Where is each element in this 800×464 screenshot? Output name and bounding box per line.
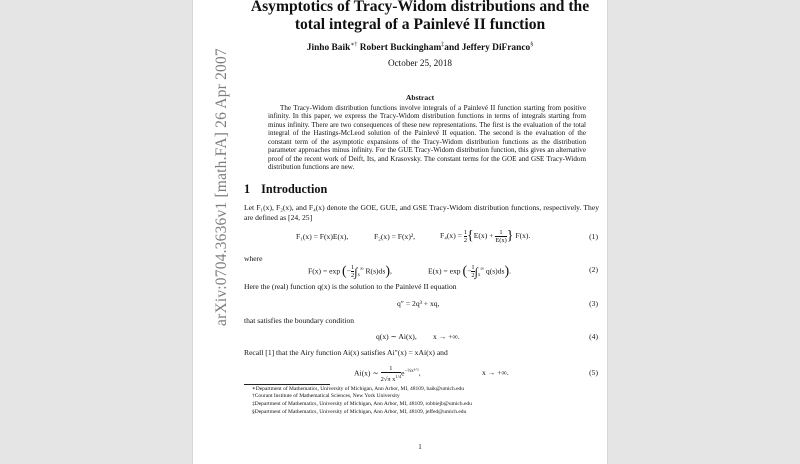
- author-1: Jinho Baik: [306, 43, 351, 54]
- author-2: Robert Buckingham: [359, 43, 442, 54]
- brace-close: }: [506, 228, 514, 244]
- fraction-1-over-E: $\frac{1}{E(x)}$: [495, 228, 507, 244]
- title-line-2: total integral of a Painlevé II function: [294, 16, 546, 33]
- paren-close-2b: ): [504, 263, 510, 279]
- footnote-3: ‡Department of Mathematics, University of Michigan, Ann Arbor, MI, 48109, robbiejb@umich.edu: [252, 401, 472, 407]
- footnote-1: ∗Department of Mathematics, University of Michigan, Ann Arbor, MI, 48109, baik@umich.edu: [252, 386, 465, 392]
- paragraph-2: Here the (real) function q(x) is the solution to the Painlevé II equation: [244, 282, 457, 291]
- page-number: 1: [418, 443, 422, 451]
- equation-5-lhs: Ai(x) ∼: [354, 368, 379, 378]
- equation-2b-integrand: q(s)ds: [485, 266, 505, 276]
- author-3-marks: §: [530, 42, 534, 48]
- equation-4-number: (4): [589, 332, 598, 341]
- fraction-half: $\frac{1}{2}$: [463, 228, 468, 244]
- equation-1c-rhs: F(x).: [515, 231, 531, 240]
- equation-1b: F₂(x) = F(x)²,: [374, 232, 416, 241]
- abstract-text: The Tracy-Widom distribution functions involve integrals of a Painlevé II function starting from positive infinity. In this paper, we express the Tracy-Widom distribution functions in terms of integrals starting from minus infinity. There are two consequences of these new representations. The first is the evaluation of the total integral of the Hastings-McLeod solution of the Painlevé II equation. The second is the evaluation of the constant term of the asymptotic expansions of the Tracy-Widom distribution functions as the distribution parameter approaches minus infinity. For the GUE Tracy-Widom distribution function, this gives an alternative proof of the recent work of Deift, Its, and Krasovsky. The constant terms for the GOE and GSE Tracy-Widom distribution functions are new.: [268, 104, 586, 172]
- equation-1c: [440, 223, 530, 249]
- paren-open: (: [342, 263, 347, 279]
- author-3: and Jeffery DiFranco: [444, 43, 531, 54]
- equation-1-number: (1): [589, 232, 598, 241]
- section-title: Introduction: [261, 182, 328, 196]
- paragraph-4: Recall [1] that the Airy function Ai(x) satisfies Ai″(x) = xAi(x) and: [244, 348, 448, 357]
- arxiv-identifier: arXiv:0704.3636v1 [math.FA] 26 Apr 2007: [213, 48, 230, 326]
- section-heading: [244, 182, 327, 197]
- authors: [240, 41, 600, 53]
- equation-2b-lhs: E(x) = exp: [428, 266, 461, 276]
- equation-5-exponent: −⅔x³ᐟ²: [404, 369, 419, 374]
- paragraph-1: Let F₁(x), F₂(x), and F₄(x) denote the GOE, GUE, and GSE Tracy-Widom distribution functions, respectively. They are defined as [24, 25]: [244, 203, 599, 222]
- equation-5-exp: e: [401, 368, 405, 378]
- author-2-marks: ‡: [441, 42, 445, 48]
- section-number: 1: [244, 182, 251, 196]
- title-line-1: Asymptotics of Tracy-Widom distributions and the: [250, 0, 590, 15]
- integral-sign-2b: ∫: [474, 264, 478, 279]
- footnote-4: §Department of Mathematics, University of Michigan, Ann Arbor, MI, 48109, jeffed@umich.edu: [252, 409, 467, 415]
- date: October 25, 2018: [387, 58, 453, 68]
- paren-close: ): [385, 263, 390, 279]
- where-text: where: [244, 254, 263, 263]
- equation-5-number: (5): [589, 368, 598, 377]
- equation-2a-integrand: R(s)ds: [365, 266, 386, 276]
- fraction-half-2b: $\frac{1}{2}$: [471, 264, 475, 280]
- equation-2a-lhs: F(x) = exp: [308, 266, 341, 276]
- paragraph-3: that satisfies the boundary condition: [244, 316, 355, 325]
- brace-open: {: [467, 228, 474, 244]
- equation-4-rhs: x → +∞.: [433, 332, 460, 341]
- equation-2-number: (2): [589, 265, 598, 274]
- author-1-marks: ∗†: [350, 42, 358, 48]
- equation-5: Ai(x) ∼ $\frac{1}{2√\pi x^{1/4}}$ $e^{-\frac{2}{3}x^3ᐟ^2}$,: [354, 364, 421, 383]
- equation-3: q″ = 2q³ + xq,: [397, 299, 440, 308]
- footnote-2: †Courant Institute of Mathematical Sciences, New York University: [252, 393, 400, 399]
- equation-2b: E(x) = exp (− $\frac{1}{2}$ $\int_x^\infty$ q(s)ds).: [428, 263, 512, 280]
- fraction-airy: $\frac{1}{2√\pi x^{1/4}}$: [380, 364, 402, 383]
- abstract-heading: Abstract: [405, 93, 435, 102]
- fraction-half-2a: $\frac{1}{2}$: [351, 264, 355, 280]
- equation-1a: F₁(x) = F(x)E(x),: [296, 232, 349, 241]
- equation-3-number: (3): [589, 299, 598, 308]
- footnote-rule: [244, 384, 330, 385]
- integral-sign: ∫: [354, 264, 358, 279]
- equation-5-rhs: x → +∞.: [482, 368, 509, 377]
- paren-open-2b: (: [462, 263, 468, 279]
- equation-1c-mid: E(x) +: [473, 231, 494, 240]
- equation-4-lhs: q(x) ∼ Ai(x),: [376, 332, 417, 341]
- equation-1c-lhs: F₄(x) =: [440, 231, 462, 240]
- equation-2a: F(x) = exp (− $\frac{1}{2}$ $\int_x^\infty$ R(s)ds),: [308, 263, 392, 280]
